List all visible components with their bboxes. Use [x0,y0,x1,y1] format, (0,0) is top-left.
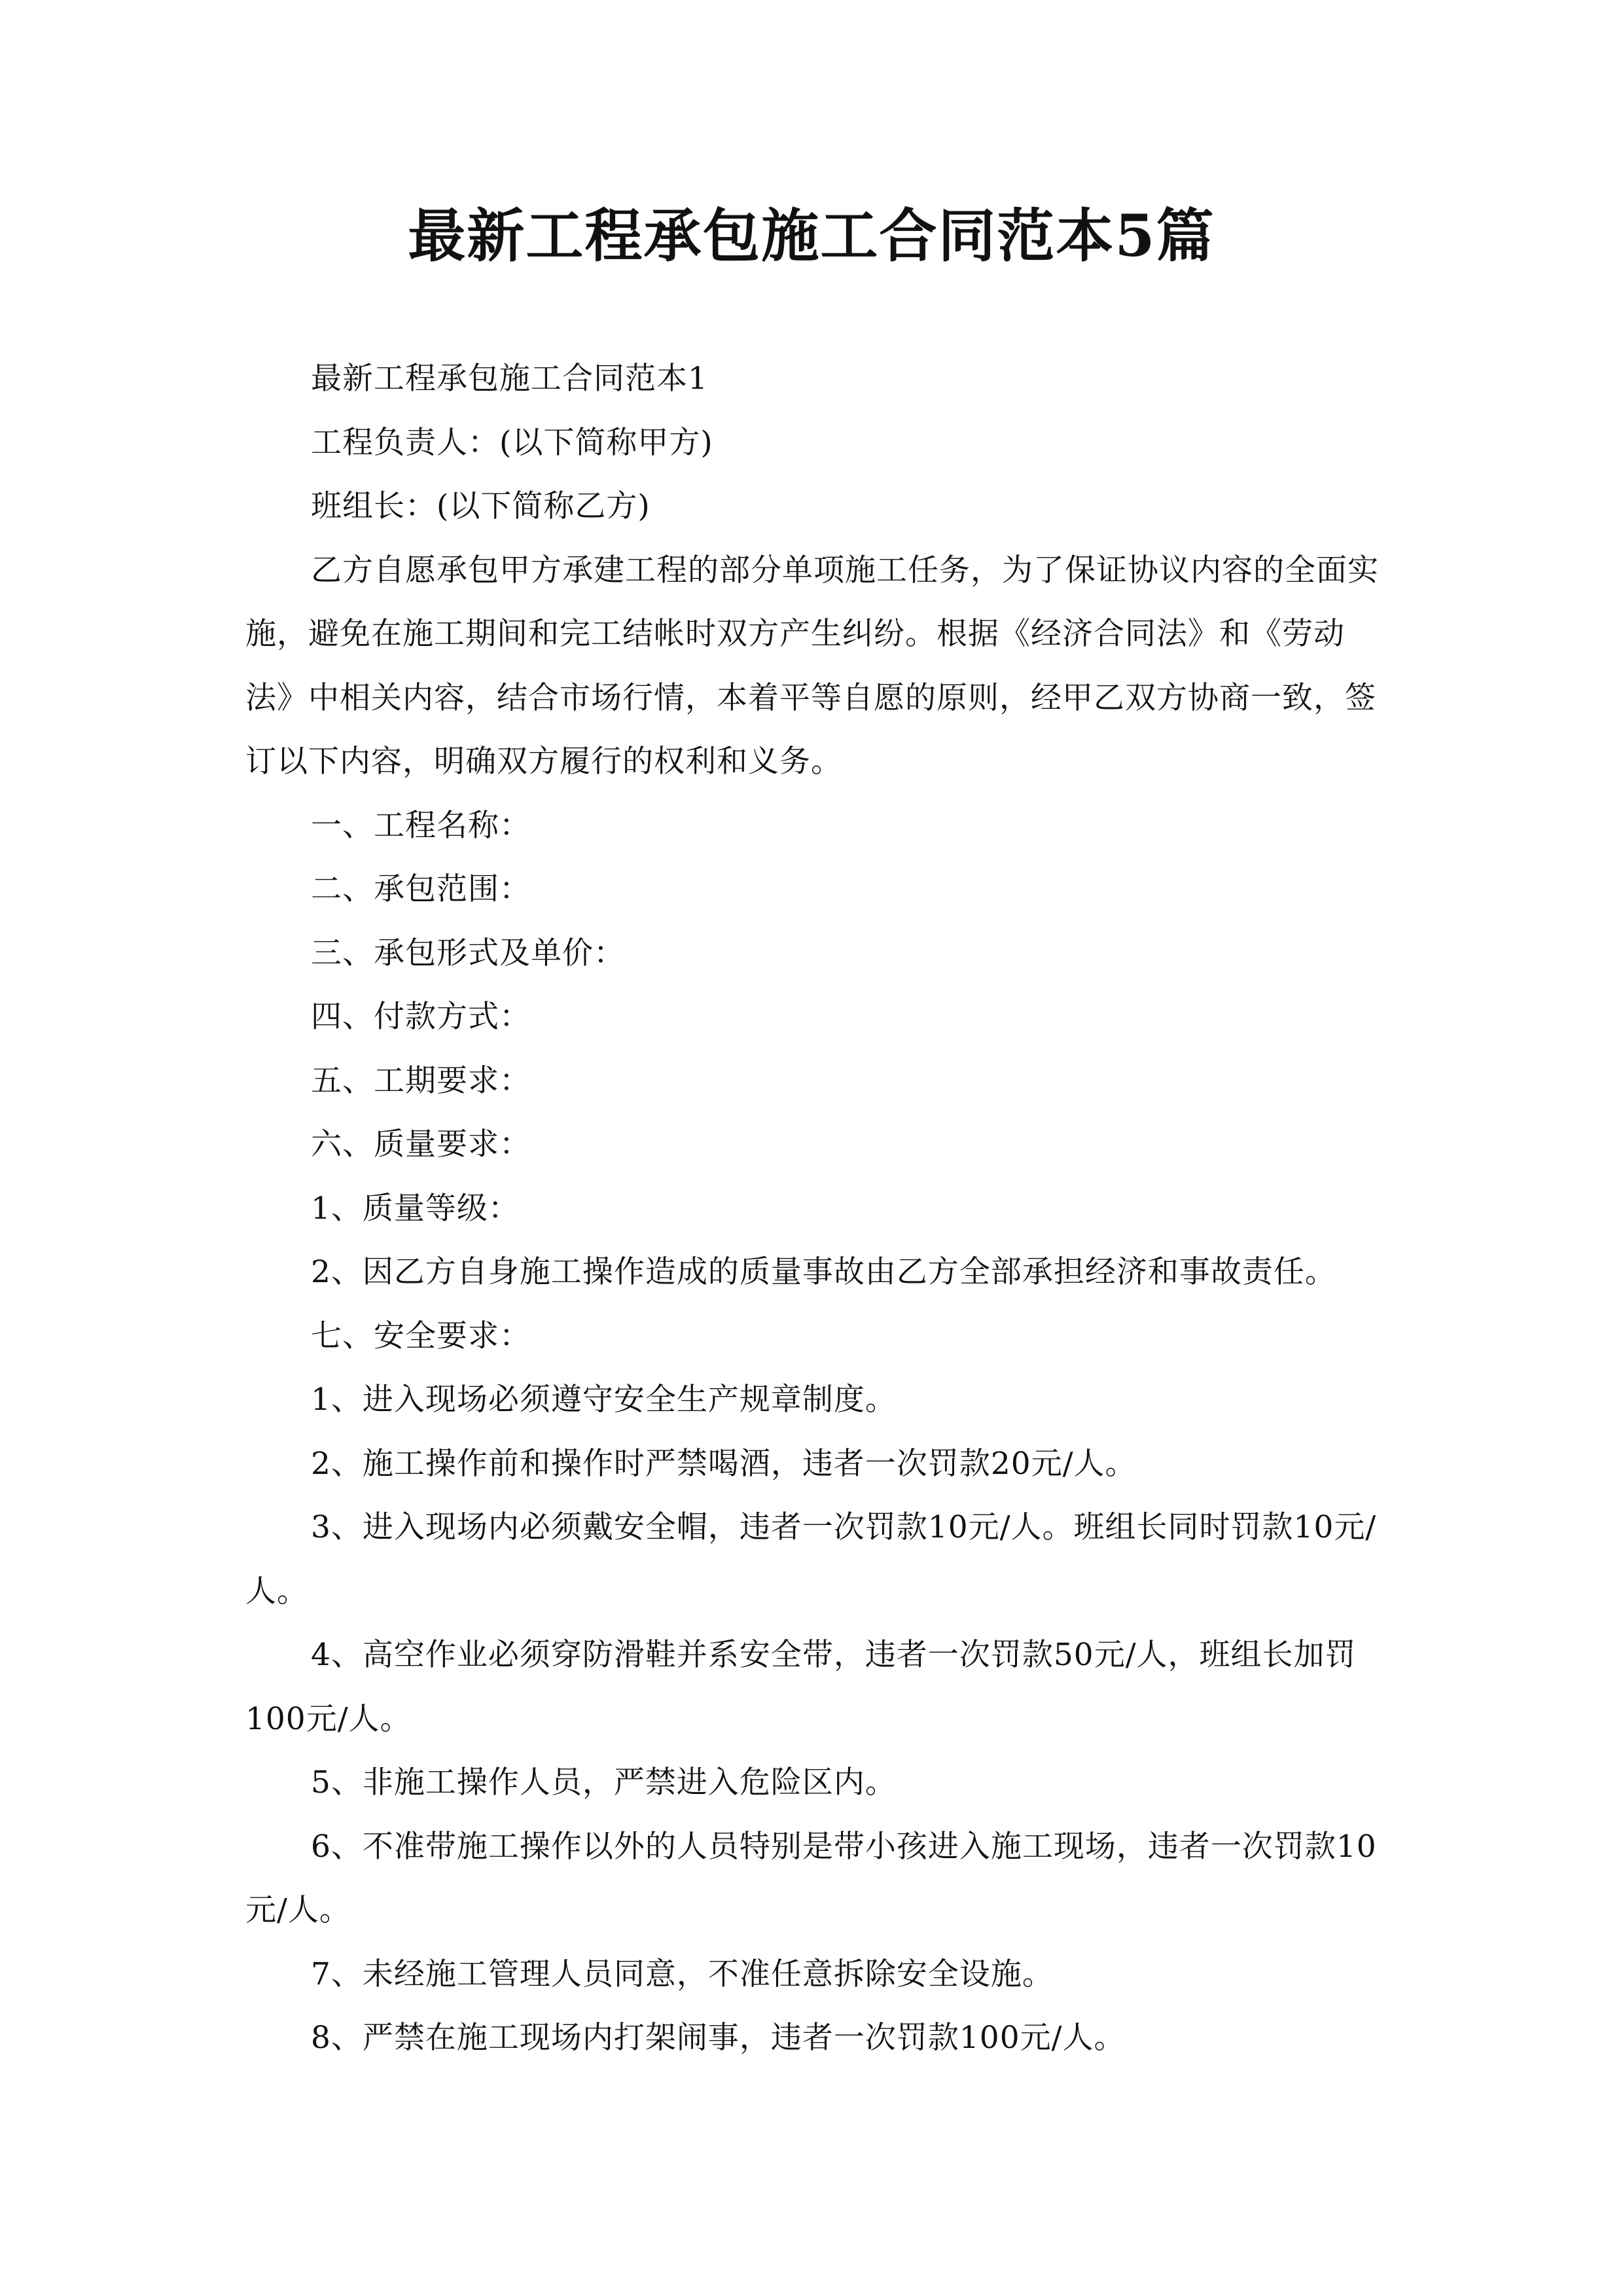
paragraph-quality-1: 1、质量等级： [311,1190,520,1227]
paragraph-section-3: 三、承包形式及单价： [311,935,625,971]
paragraph-section-5: 五、工期要求： [311,1062,531,1099]
paragraph-safety-3: 3、进入现场内必须戴安全帽，违者一次罚款10元/人。班组长同时罚款10元/人。 [245,1509,1377,1609]
paragraph-safety-7: 7、未经施工管理人员同意，不准任意拆除安全设施。 [311,1956,1054,1992]
paragraph-preamble: 乙方自愿承包甲方承建工程的部分单项施工任务，为了保证协议内容的全面实施，避免在施工期间和完工结帐时双方产生纠纷。根据《经济合同法》和《劳动法》中相关内容，结合市场行情，本着平等自愿的原则，经甲乙双方协商一致，签订以下内容，明确双方履行的权利和义务。 [245,552,1379,780]
paragraph-safety-5: 5、非施工操作人员，严禁进入危险区内。 [311,1765,897,1801]
paragraph-party-a: 工程负责人：(以下简称甲方) [311,424,713,461]
paragraph-section-2: 二、承包范围： [311,871,531,907]
paragraph-section-4: 四、付款方式： [311,999,531,1035]
document-body [245,347,1381,2070]
paragraph-subtitle: 最新工程承包施工合同范本1 [311,361,708,397]
paragraph-section-1: 一、工程名称： [311,807,531,844]
paragraph-safety-1: 1、进入现场必须遵守安全生产规章制度。 [311,1382,897,1418]
paragraph-section-7: 七、安全要求： [311,1318,531,1354]
paragraph-safety-2: 2、施工操作前和操作时严禁喝酒，违者一次罚款20元/人。 [311,1445,1137,1482]
paragraph-safety-6: 6、不准带施工操作以外的人员特别是带小孩进入施工现场，违者一次罚款10元/人。 [245,1828,1377,1928]
document-title: 最新工程承包施工合同范本5篇 [408,202,1215,270]
paragraph-safety-8: 8、严禁在施工现场内打架闹事，违者一次罚款100元/人。 [311,2020,1126,2056]
paragraph-quality-2: 2、因乙方自身施工操作造成的质量事故由乙方全部承担经济和事故责任。 [311,1254,1336,1290]
paragraph-safety-4: 4、高空作业必须穿防滑鞋并系安全带，违者一次罚款50元/人，班组长加罚100元/人。 [245,1637,1357,1737]
paragraph-party-b: 班组长：(以下简称乙方) [311,488,651,524]
paragraph-section-6: 六、质量要求： [311,1126,531,1162]
